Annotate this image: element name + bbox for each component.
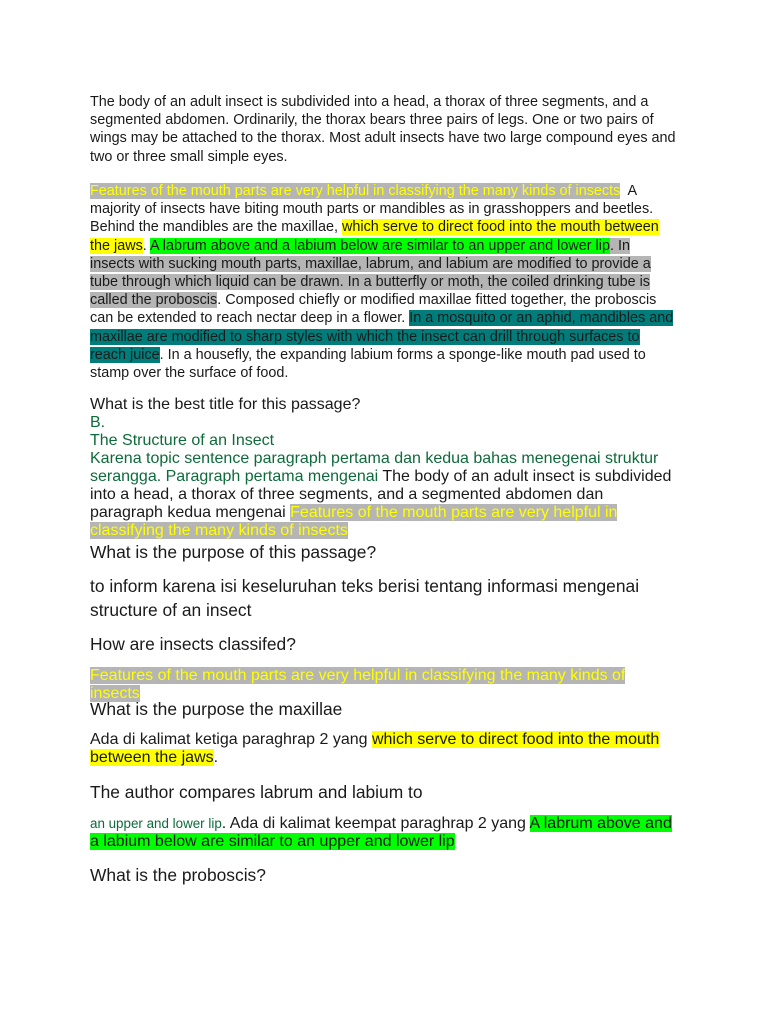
paragraph-1: The body of an adult insect is subdivided into a head, a thorax of three segments, and a segmented abdomen. Ordinarily, the thorax bears three pairs of legs. One or two pairs of wings may be attached to the thorax. Most adult insects have two large compound eyes and two or three small simple eyes. bbox=[90, 94, 676, 165]
text-segment: . Composed chiefly or modified maxillae fitted together, the proboscis can be extended to reach nectar deep in a flower. bbox=[90, 292, 657, 327]
answer-option: B. bbox=[90, 414, 106, 431]
question-4: What is the purpose the maxillae bbox=[90, 699, 343, 719]
paragraph-2: Features of the mouth parts are very helpful in classifying the many kinds of insects A majority of insects have biting mouth parts or mandibles as in grasshoppers and beetles. Behind the mandibles are the maxillae, which serve to direct food into the mouth between the jaws. A labrum above and a labium below are similar to an upper and lower lip. In insects with sucking mouth parts, maxillae, labrum, and labium are modified to provide a tube through which liquid can be drawn. In a butterfly or moth, the coiled drinking tube is called the proboscis. Composed chiefly or modified maxillae fitted together, the proboscis can be extended to reach nectar deep in a flower. In a mosquito or an aphid, mandibles and maxillae are modified to sharp styles with which the insect can drill through surfaces to reach juice. In a housefly, the expanding labium forms a sponge-like mouth pad used to stamp over the surface of food. bbox=[90, 183, 674, 382]
answer-5 bbox=[90, 815, 678, 851]
highlight-topic-sentence: Features of the mouth parts are very helpful in classifying the many kinds of insects bbox=[90, 183, 621, 199]
answer-explanation bbox=[90, 450, 678, 540]
answer-4 bbox=[90, 731, 678, 767]
text-segment: . In a housefly, the expanding labium forms a sponge-like mouth pad used to stamp over the surface of food. bbox=[90, 346, 646, 382]
answer-3-highlight: Features of the mouth parts are very helpful in classifying the many kinds of insects bbox=[90, 667, 626, 702]
question-3: How are insects classifed? bbox=[90, 634, 296, 654]
highlight-maxillae: which serve to direct food into the mouth between the jaws bbox=[90, 219, 659, 254]
question-2: What is the purpose of this passage? bbox=[90, 542, 377, 562]
answer-2: to inform karena isi keseluruhan teks berisi tentang informasi mengenai structure of an insect bbox=[90, 576, 640, 620]
answer-title: The Structure of an Insect bbox=[90, 432, 275, 449]
question-5: The author compares labrum and labium to bbox=[90, 782, 423, 802]
explanation-text: Karena topic sentence paragraph pertama dan kedua bahas menegenai struktur serangga. Paragraph pertama mengenai bbox=[90, 450, 659, 485]
explanation-quote-highlight: Features of the mouth parts are very helpful in classifying the many kinds of insects bbox=[90, 504, 618, 539]
question-1-block bbox=[90, 396, 678, 540]
explanation-quote-plain: The body of an adult insect is subdivided into a head, a thorax of three segments, and a segmented abdomen dan paragraph kedua mengenai bbox=[90, 468, 672, 521]
highlight-proboscis: . In insects with sucking mouth parts, maxillae, labrum, and labium are modified to provide a tube through which liquid can be drawn. In a butterfly or moth, the coiled drinking tube is called the proboscis bbox=[90, 237, 651, 309]
highlight-labrum: A labrum above and a labium below are similar to an upper and lower lip bbox=[150, 237, 610, 254]
question-6: What is the proboscis? bbox=[90, 865, 266, 885]
answer-5-highlight: A labrum above and a labium below are similar to an upper and lower lip bbox=[90, 815, 672, 850]
answer-4-highlight: which serve to direct food into the mouth between the jaws bbox=[90, 731, 660, 766]
question-1: What is the best title for this passage? bbox=[90, 396, 361, 413]
highlight-mosquito: In a mosquito or an aphid, mandibles and maxillae are modified to sharp styles with which the insect can drill through surfaces to reach juice bbox=[90, 310, 674, 363]
answer-4-end: . bbox=[213, 749, 219, 766]
answer-5-text: an upper and lower lip bbox=[90, 816, 222, 831]
answer-4-intro: Ada di kalimat ketiga paraghrap 2 yang bbox=[90, 731, 372, 748]
answer-5-intro: . Ada di kalimat keempat paraghrap 2 yang bbox=[221, 815, 530, 832]
text-segment: A majority of insects have biting mouth parts or mandibles as in grasshoppers and beetles. Behind the mandibles are the maxillae, bbox=[90, 183, 654, 236]
